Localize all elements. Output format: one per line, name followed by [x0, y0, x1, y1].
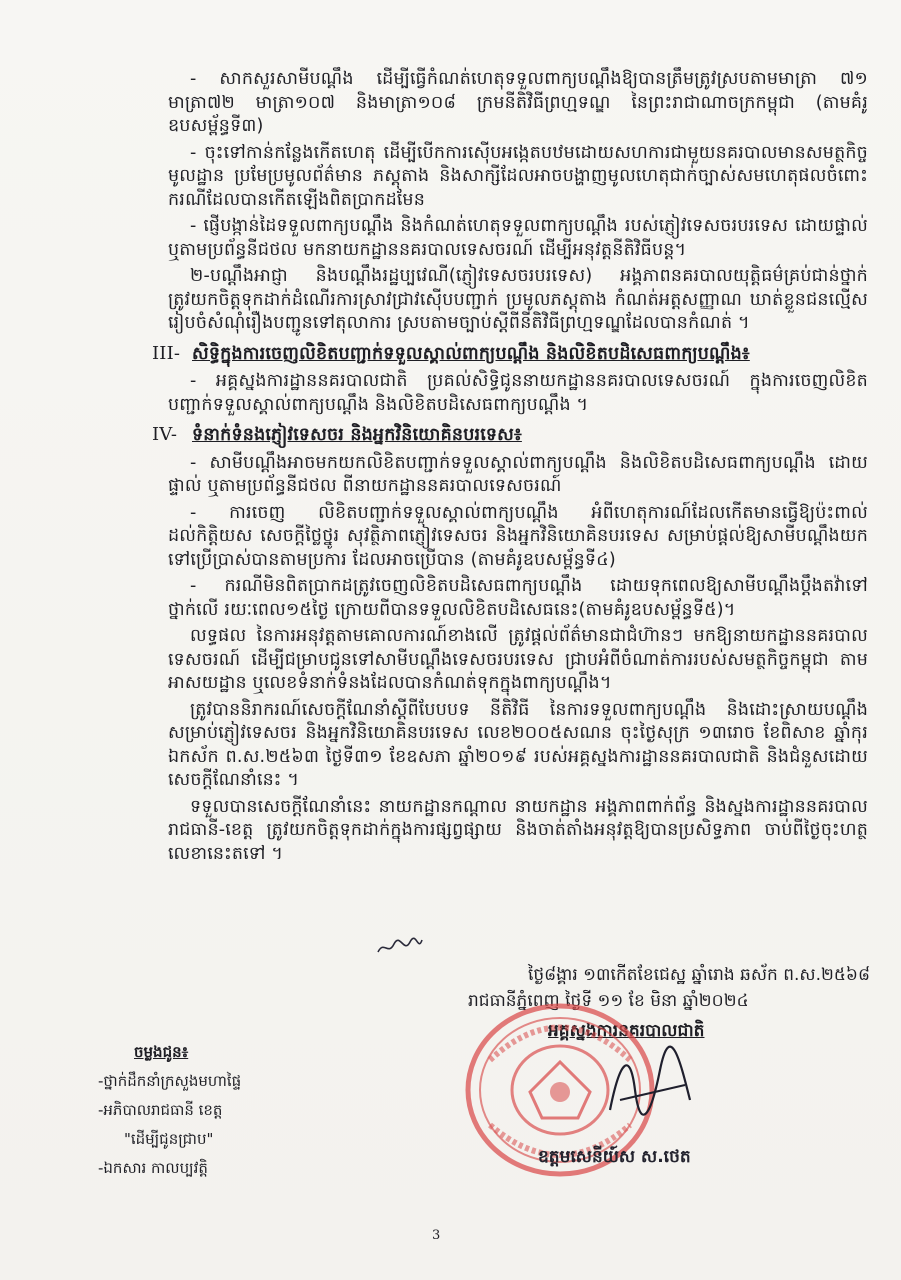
paragraph-1: - សាកសួរសាមីបណ្តឹង ដើម្បីធ្វើកំណត់ហេតុទទួលពាក្យបណ្តឹងឱ្យបានត្រឹមត្រូវស្របតាមមាត្រា ៧១ មាត្រា៧២ មាត្រា១០៧ និងមាត្រា១០៨ ក្រមនីតិវិធីព្រហ្មទណ្ឌ នៃព្រះរាជាណាចក្រកម្ពុជា (តាមគំរូឧបសម្ព័ន្ធទី៣) [168, 69, 868, 136]
paragraph-2: - ចុះទៅកាន់កន្លែងកើតហេតុ ដើម្បីបើកការស៊ើបអង្កេតបឋមដោយសហការជាមួយនគរបាលមានសមត្ថកិច្ចមូលដ្ឋាន ប្រមែប្រមូលព័ត៌មាន ភស្តុតាង និងសាក្សីដែលអាចបង្ហាញមូលហេតុជាក់ច្បាស់សមហេតុផលចំពោះករណីដែលបានកើតឡើងពិតប្រាកដមែន [168, 142, 868, 210]
recipients-title: ចម្លងជូន៖ [134, 1043, 189, 1061]
page-number: 3 [432, 1228, 441, 1243]
body-text [152, 68, 868, 869]
section-3-number: III- [152, 342, 181, 364]
section-4-item-3: - ករណីមិនពិតប្រាកដត្រូវចេញលិខិតបដិសេធពាក្យបណ្តឹង ដោយទុកពេលឱ្យសាមីបណ្តឹងប្តឹងតវ៉ាទៅថ្នាក់លើ រយៈពេល១៥ថ្ងៃ ក្រោយពីបានទទួលលិខិតបដិសេធនេះ(តាមគំរូឧបសម្ព័ន្ធទី៥)។ [168, 576, 868, 620]
signer-name: ឧត្តមសេនីយ៍ស ស.ថេត [538, 1147, 691, 1167]
signer-title: អគ្គស្នងការនគរបាលជាតិ [548, 1021, 705, 1041]
initials-scribble-icon [376, 936, 424, 958]
section-4-number: IV- [152, 424, 178, 445]
section-4-item-2: - ការចេញ លិខិតបញ្ជាក់ទទួលស្គាល់ពាក្យបណ្តឹង អំពីហេតុការណ៍ដែលកើតមានធ្វើឱ្យប៉ះពាល់ដល់កិត្តិយស សេចក្តីថ្លៃថ្នូរ សុវត្ថិភាពភ្ញៀវទេសចរ និងអ្នកវិនិយោគិនបរទេស សម្រាប់ផ្តល់ឱ្យសាមីបណ្តឹងយកទៅប្រើប្រាស់បានតាមប្រការ ដែលអាចប្រើបាន (តាមគំរូឧបសម្ព័ន្ធទី៤) [168, 502, 868, 570]
date-lunar: ថ្ងៃ៨ង្គារ ១៣កើតខែជេស្ឋ ឆ្នាំរោង ឆស័ក ព.ស.២៥៦៨ [527, 965, 870, 985]
date-solar: រាជធានីភ្នំពេញ ថ្ងៃទី ១១ ខែ មិនា ឆ្នាំ២០២៤ [468, 991, 749, 1011]
section-4-item-1: - សាមីបណ្តឹងអាចមកយកលិខិតបញ្ជាក់ទទួលស្គាល់ពាក្យបណ្តឹង និងលិខិតបដិសេធពាក្យបណ្តឹង ដោយផ្ទាល់ ឬតាមប្រព័ន្ធនីជថល ពីនាយកដ្ឋាននគរបាលទេសចរណ៍ [168, 452, 868, 496]
recipients-list [98, 1038, 241, 1183]
closing-paragraph-2: ត្រូវបាននិរាករណ៍សេចក្តីណែនាំស្តីពីបែបបទ នីតិវិធី នៃការទទួលពាក្យបណ្តឹង និងដោះស្រាយបណ្តឹងសម្រាប់ភ្ញៀវទេសចរ និងអ្នកវិនិយោគិនបរទេស លេខ២០០៥សណន ចុះថ្ងៃសុក្រ ១៣រោច ខែពិសាខ ឆ្នាំកុរ ឯកស័ក ព.ស.២៥៦៣ ថ្ងៃទី៣១ ខែឧសភា ឆ្នាំ២០១៩ របស់អគ្គស្នងការដ្ឋាននគរបាលជាតិ និងជំនួសដោយសេចក្តីណែនាំនេះ ។ [168, 699, 868, 790]
section-3-title: សិទ្ធិក្នុងការចេញលិខិតបញ្ជាក់ទទួលស្គាល់ពាក្យបណ្តឹង និងលិខិតបដិសេធពាក្យបណ្តឹង៖ [192, 343, 750, 364]
section-3-heading [152, 342, 868, 367]
recipient-item: "ដើម្បីជូនជ្រាប" [124, 1130, 214, 1148]
section-4-title: ទំនាក់ទំនងភ្ញៀវទេសចរ និងអ្នកវិនិយោគិនបរទេស៖ [192, 425, 522, 445]
recipient-item: -អភិបាលរាជធានី ខេត្ត [98, 1101, 223, 1119]
recipient-item: -ថ្នាក់ដឹកនាំក្រសួងមហាផ្ទៃ [98, 1072, 242, 1090]
handwritten-signature-icon [590, 1040, 700, 1130]
section-4-heading [152, 423, 868, 448]
paragraph-4: ២-បណ្តឹងអាជ្ញា និងបណ្តឹងរដ្ឋប្បវេណី(ភ្ញៀវទេសចរបរទេស) អង្គភាពនគរបាលយុត្តិធម៌គ្រប់ជាន់ថ្នាក់ត្រូវយកចិត្តទុកដាក់ដំណើរការស្រាវជ្រាវស៊ើបបញ្ជាក់ ប្រមូលភស្តុតាង កំណត់អត្តសញ្ញាណ ឃាត់ខ្លួនជនល្មើស រៀបចំសំណុំរឿងបញ្ជូនទៅតុលាការ ស្របតាមច្បាប់ស្តីពីនីតិវិធីព្រហ្មទណ្ឌដែលបានកំណត់ ។ [168, 266, 868, 333]
paragraph-3: - ផ្ញើបង្កាន់ដៃទទួលពាក្យបណ្តឹង និងកំណត់ហេតុទទួលពាក្យបណ្តឹង របស់ភ្ញៀវទេសចរបរទេស ដោយផ្ទាល់ ឬតាមប្រព័ន្ធនីជថល មកនាយកដ្ឋាននគរបាលទេសចរណ៍ ដើម្បីអនុវត្តនីតិវិធីបន្ត។ [168, 216, 868, 260]
section-3-body: - អគ្គស្នងការដ្ឋាននគរបាលជាតិ ប្រគល់សិទ្ធិជូននាយកដ្ឋាននគរបាលទេសចរណ៍ ក្នុងការចេញលិខិតបញ្ជាក់ទទួលស្គាល់ពាក្យបណ្តឹង និងលិខិតបដិសេធពាក្យបណ្តឹង ។ [168, 371, 868, 415]
closing-paragraph-1: លទ្ធផល នៃការអនុវត្តតាមគោលការណ៍ខាងលើ ត្រូវផ្តល់ព័ត៌មានជាជំហ៊ានៗ មកឱ្យនាយកដ្ឋាននគរបាលទេសចរណ៍ ដើម្បីជម្រាបជូនទៅសាមីបណ្តឹងទេសចរបរទេស ជ្រាបអំពីចំណាត់ការរបស់សមត្ថកិច្ចកម្ពុជា តាមអាសយដ្ឋាន ឬលេខទំនាក់ទំនងដែលបានកំណត់ទុកក្នុងពាក្យបណ្តឹង។ [168, 626, 868, 693]
closing-paragraph-3: ទទួលបានសេចក្តីណែនាំនេះ នាយកដ្ឋានកណ្តាល នាយកដ្ឋាន អង្គភាពពាក់ព័ន្ធ និងស្នងការដ្ឋាននគរបាលរាជធានី-ខេត្ត ត្រូវយកចិត្តទុកដាក់ក្នុងការផ្សព្វផ្សាយ និងចាត់តាំងអនុវត្តឱ្យបានប្រសិទ្ធភាព ចាប់ពីថ្ងៃចុះហត្ថលេខានេះតទៅ ។ [168, 796, 868, 864]
recipient-item: -ឯកសារ កាលប្បវត្តិ [98, 1159, 208, 1177]
